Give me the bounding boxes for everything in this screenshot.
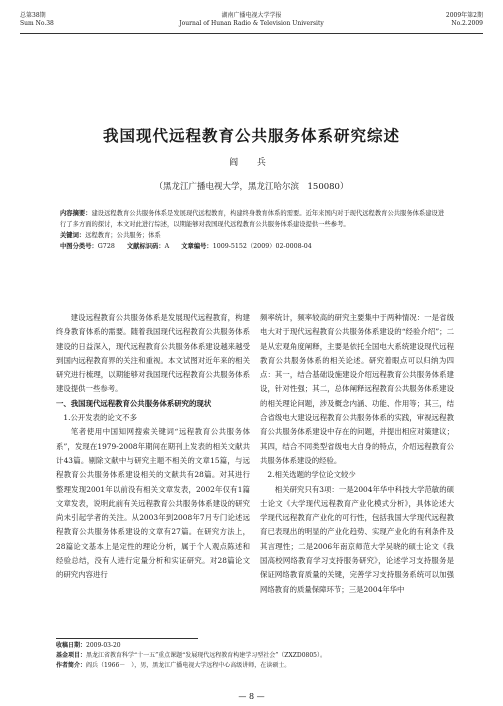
header-issue-cn: 总第38期 <box>20 12 46 19</box>
footnote <box>56 641 446 671</box>
left-column <box>56 311 250 583</box>
header-issue-en: Sum No.38 <box>20 20 54 27</box>
article-id-label: 文章编号： <box>181 243 213 250</box>
body-paragraph-1: 笔者使用中国知网搜索关键词“远程教育公共服务体系”，发现在1979-2008年期间在期刊上发表的相关文献共计43篇。剔除文献中与研究主题不相关的文章15篇，与远程教育公共服务体系建设相关的文献共有28篇。对其进行整理发现2001年以前没有相关文章发表，2002年仅有1篇文章发表，说明此前有关远程教育公共服务体系建设的研究尚未引起学者的关注。从2003年到2008年7月专门论述远程教育公共服务体系建设的文章有27篇。在研究方法上，28篇论文基本上是定性的理论分析，属于个人观点陈述和经验总结，没有人进行定量分析和实证研究。对28篇论文的研究内容进行 <box>56 427 250 580</box>
received-label: 收稿日期： <box>56 642 87 649</box>
journal-name-cn: 湖南广播电视大学学报 <box>221 12 282 19</box>
page-number: — 8 — <box>238 692 265 701</box>
received-value: 2009-03-20 <box>86 642 121 649</box>
header-number-cn: 2009年第2期 <box>445 12 483 19</box>
fund-label: 基金项目： <box>56 652 87 659</box>
right-column <box>260 311 454 597</box>
footnote-rule <box>56 638 198 639</box>
author-affiliation: （黑龙江广播电视大学，黑龙江哈尔滨 150080） <box>154 182 349 192</box>
intro-paragraph: 建设远程教育公共服务体系是发展现代远程教育，构建终身教育体系的需要。随着我国现代远程教育公共服务体系建设的日益深入，现代远程教育公共服务体系建设越来越受到国内远程教育界的关注和重视。本文试图对近年来的相关研究进行梳理，以期能够对我国现代远程教育公共服务体系建设提供一些参考。 <box>56 313 250 394</box>
running-header <box>20 12 483 38</box>
header-center <box>20 12 483 28</box>
doc-code-label: 文献标识码： <box>126 243 165 250</box>
bio-value: 阎兵（1966－ ），男，黑龙江广播电视大学远程中心高级讲师，在读硕士。 <box>86 662 291 669</box>
subsection-heading-1: 1.公开发表的论文不多 <box>63 413 137 423</box>
header-right <box>446 12 483 28</box>
classification-line <box>60 241 446 252</box>
section-heading-1: 一、我国现代远程教育公共服务体系研究的现状 <box>56 398 212 408</box>
paper-author: 阎 兵 <box>229 158 274 168</box>
header-rule <box>20 33 483 34</box>
keywords <box>60 230 446 241</box>
keywords-text: 远程教育；公共服务；体系 <box>85 232 161 239</box>
fund-value: 黑龙江省教育科学“十一五”重点课题“发展现代远程教育构建学习型社会”（ZXZD0805）。 <box>86 652 326 659</box>
subsection-heading-2: 2.相关选题的学位论文较少 <box>267 470 356 480</box>
fund-info <box>56 651 446 661</box>
abstract <box>60 208 446 230</box>
abstract-label: 内容摘要： <box>60 210 92 217</box>
keywords-label: 关键词： <box>60 232 86 239</box>
clc-label: 中图分类号： <box>60 243 98 250</box>
author-bio <box>56 661 446 671</box>
body-paragraph-2: 频率统计，频率较高的研究主要集中于两种情况：一是省级电大对于现代远程教育公共服务体系建设的“经验介绍”；二是从宏观角度阐释，主要是依托全国电大系统建设现代远程教育公共服务体系的相关论述。研究着眼点可以归纳为四点：其一，结合基础设施建设介绍远程教育公共服务体系建设，针对性强；其二，总体阐释远程教育公共服务体系建设的相关理论问题，涉及概念内涵、功能、作用等；其三，结合省级电大建设远程教育公共服务体系的实践，审视远程教育公共服务体系建设中存在的问题，并提出相应对策建议；其四，结合不同类型省级电大自身的特点，介绍远程教育公共服务体系建设的经验。 <box>260 313 454 465</box>
article-id-value: 1009-5152（2009）02-0008-04 <box>212 243 312 250</box>
clc-value: G728 <box>97 243 115 250</box>
paper-title: 我国现代远程教育公共服务体系研究综述 <box>102 127 400 145</box>
abstract-block <box>60 208 446 252</box>
abstract-text: 建设远程教育公共服务体系是发展现代远程教育，构建终身教育体系的需要。近年来国内对于现代远程教育公共服务体系建设进行了多方面的探讨，本文对此进行综述，以期能够对我国现代远程教育公共服务体系建设提供一些参考。 <box>60 210 445 228</box>
journal-name-en: Journal of Hunan Radio & Television University <box>179 20 324 27</box>
received-date <box>56 641 446 651</box>
body-paragraph-3: 相关研究只有3项：一是2004年华中科技大学范敏的硕士论文《大学现代远程教育产业化模式分析》，具体论述大学现代远程教育产业化的可行性，包括我国大学现代远程教育已表现出的明显的产业化趋势、实现产业化的有利条件及其言理性；二是2006年南京师范大学吴晓的硕士论文《我国高校网络教育学习支持服务研究》，论述学习支持服务是保证网络教育质量的关键，完善学习支持服务系统可以加强网络教育的质量保障环节；三是2004年华中 <box>260 484 454 594</box>
bio-label: 作者简介： <box>56 662 87 669</box>
header-number-en: No.2.2009 <box>451 20 483 27</box>
doc-code-value: A <box>164 243 170 250</box>
